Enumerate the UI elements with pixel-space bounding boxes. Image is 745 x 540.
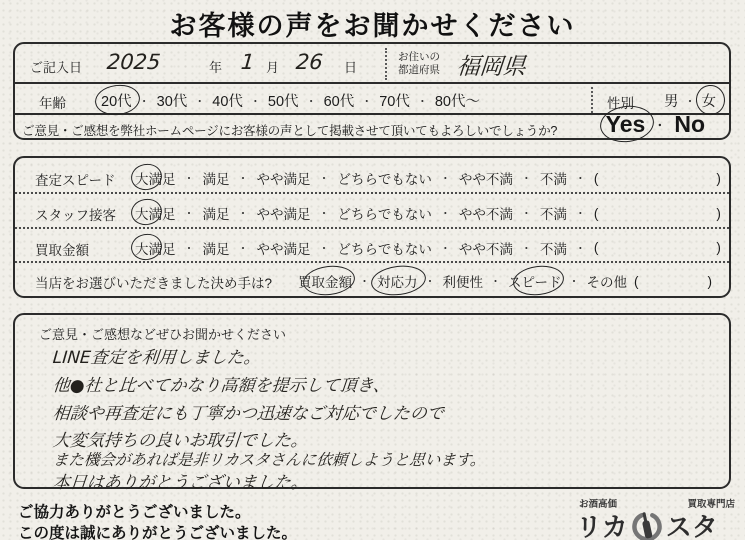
gender-label: 性別 xyxy=(607,96,634,111)
ratings-box xyxy=(13,156,731,298)
rating-option: 不満 xyxy=(539,241,567,257)
rating-options xyxy=(135,203,721,223)
rating-options xyxy=(135,238,721,258)
rating-option: 満足 xyxy=(202,241,230,257)
age-option: 50代 xyxy=(267,94,299,110)
option-separator: ・ xyxy=(520,208,532,220)
rating-row xyxy=(15,194,729,229)
logo-tagline-left: お酒高価 xyxy=(579,499,618,510)
option-separator: ・ xyxy=(490,276,501,288)
month-unit-label: 月 xyxy=(266,60,280,75)
rating-row-label: 査定スピード xyxy=(35,173,116,188)
age-option: 30代 xyxy=(156,94,188,110)
option-separator: ・ xyxy=(237,208,249,220)
rating-option: 不満 xyxy=(539,207,567,222)
option-separator: ・ xyxy=(183,208,195,220)
consent-question: ご意見・ご感想を弊社ホームページにお客様の声として掲載させて頂いてもよろしいでしょうか? xyxy=(22,124,558,138)
rating-option: 大満足 xyxy=(135,168,176,188)
rating-option: やや満足 xyxy=(256,207,311,222)
date-day-value: 26 xyxy=(294,50,324,74)
option-separator: ・ xyxy=(237,242,249,255)
option-separator: ・ xyxy=(318,242,330,255)
option-separator: ・ xyxy=(574,208,586,220)
option-separator: ・ xyxy=(520,242,532,255)
rating-option: どちらでもない xyxy=(337,241,432,257)
reason-option: その他 xyxy=(586,275,627,290)
rating-option: やや不満 xyxy=(458,172,513,187)
logo-taglines xyxy=(576,496,738,510)
age-option: 20代 xyxy=(101,90,132,111)
option-separator: ・ xyxy=(183,173,195,185)
blank-paren-close: ) xyxy=(716,170,721,186)
option-separator: ・ xyxy=(359,276,370,288)
day-unit-label: 日 xyxy=(344,60,358,75)
comment-line: LINE査定を利用しました。 xyxy=(51,348,262,368)
rating-option: 大満足 xyxy=(135,203,176,223)
age-options xyxy=(101,90,480,111)
option-separator: ・ xyxy=(138,95,150,108)
rating-option: 大満足 xyxy=(135,238,176,258)
reason-option: 買取金額 xyxy=(298,271,352,291)
option-separator: ・ xyxy=(183,242,195,255)
logo-name-right: スタ xyxy=(665,512,718,540)
rating-option: やや不満 xyxy=(458,241,513,257)
rating-row xyxy=(15,158,729,194)
gender-options xyxy=(664,90,716,111)
option-separator: ・ xyxy=(318,208,330,220)
rating-option: どちらでもない xyxy=(337,207,432,222)
comments-box xyxy=(13,313,731,493)
prefecture-label-line2: 都道府県 xyxy=(398,63,440,76)
consent-option-no: No xyxy=(674,111,705,137)
option-separator: ・ xyxy=(574,242,586,255)
page-title: お客様の声をお聞かせください xyxy=(169,11,576,41)
option-separator: ・ xyxy=(520,173,532,185)
blank-paren-open: ( xyxy=(593,240,599,255)
rating-option: 満足 xyxy=(202,207,230,222)
option-separator: ・ xyxy=(194,95,206,108)
option-separator: ・ xyxy=(654,119,666,132)
age-option: 80代～ xyxy=(434,94,480,110)
prefecture-label-line1: お住いの xyxy=(398,51,440,63)
year-unit-label: 年 xyxy=(209,60,223,75)
comment-line: 他●社と比べてかなり高額を提示して頂き、 xyxy=(51,376,391,396)
reason-options xyxy=(298,271,712,291)
age-option: 70代 xyxy=(379,94,410,110)
prefecture-value: 福岡県 xyxy=(455,54,527,80)
logo-wordmark xyxy=(576,510,738,540)
reason-option: 利便性 xyxy=(442,275,483,290)
blank-paren-close: ) xyxy=(707,273,712,289)
gender-option: 男 xyxy=(664,94,679,110)
rating-option: 満足 xyxy=(202,172,230,187)
comment-line: また機会があれば是非リカスタさんに依頼しようと思います。 xyxy=(52,451,487,469)
respondent-info-box xyxy=(13,42,731,140)
comment-line: 相談や再査定にも丁寧かつ迅速なご対応でしたので xyxy=(51,404,445,424)
logo-name-left: リカ xyxy=(576,512,628,540)
option-separator: ・ xyxy=(439,242,451,255)
option-separator: ・ xyxy=(424,276,436,288)
option-separator: ・ xyxy=(361,95,373,108)
option-separator: ・ xyxy=(416,95,428,108)
rating-row-label: 買取金額 xyxy=(35,242,89,258)
option-separator: ・ xyxy=(237,173,249,185)
blank-paren-close: ) xyxy=(716,240,721,255)
reason-option: スピード xyxy=(508,271,561,291)
rating-options xyxy=(135,168,721,188)
consent-row xyxy=(15,111,729,138)
option-separator: ・ xyxy=(305,95,317,108)
option-separator: ・ xyxy=(439,208,451,220)
consent-option-yes: Yes xyxy=(605,111,646,137)
blank-paren-open: ( xyxy=(593,170,599,186)
blank-paren-open: ( xyxy=(593,205,599,221)
reason-question: 当店をお選びいただきました決め手は? xyxy=(35,276,273,291)
sake-bottle-circle-icon xyxy=(629,510,665,540)
blank-paren-close: ) xyxy=(716,205,721,221)
consent-options xyxy=(606,111,705,138)
comments-header: ご意見・ご感想などぜひお聞かせください xyxy=(39,327,287,342)
rating-option: やや満足 xyxy=(256,172,311,187)
date-year-value: 2025 xyxy=(105,50,162,74)
date-prefecture-row xyxy=(15,44,729,84)
date-label: ご記入日 xyxy=(30,60,83,75)
date-month-value: 1 xyxy=(239,50,256,74)
reason-row xyxy=(15,263,729,296)
prefecture-label xyxy=(398,51,440,76)
gender-option: 女 xyxy=(702,90,717,111)
vertical-separator xyxy=(591,87,593,113)
age-label: 年齢 xyxy=(39,96,66,111)
comment-line: 本日はありがとうございました。 xyxy=(51,473,309,493)
option-separator: ・ xyxy=(439,173,451,185)
option-separator: ・ xyxy=(318,173,330,185)
footer-thanks-line2: この度は誠にありがとうございました。 xyxy=(18,525,298,540)
rating-option: どちらでもない xyxy=(337,172,432,187)
reason-option: 対応力 xyxy=(377,271,418,291)
option-separator: ・ xyxy=(568,276,580,288)
rating-option: やや不満 xyxy=(458,207,513,222)
age-option: 40代 xyxy=(212,94,243,110)
rating-option: 不満 xyxy=(539,172,567,187)
store-logo xyxy=(576,496,738,540)
rating-option: やや満足 xyxy=(256,241,311,257)
age-option: 60代 xyxy=(323,94,355,110)
footer-thanks-line1: ご協力ありがとうございました。 xyxy=(18,504,251,521)
comment-line: 大変気持ちの良いお取引でした。 xyxy=(51,431,309,451)
vertical-separator xyxy=(385,48,387,80)
option-separator: ・ xyxy=(684,95,696,108)
rating-row xyxy=(15,229,729,264)
option-separator: ・ xyxy=(574,173,586,185)
blank-paren-open: ( xyxy=(633,273,639,289)
logo-tagline-right: 買取専門店 xyxy=(687,499,735,510)
rating-row-label: スタッフ接客 xyxy=(35,208,116,223)
option-separator: ・ xyxy=(249,95,261,108)
